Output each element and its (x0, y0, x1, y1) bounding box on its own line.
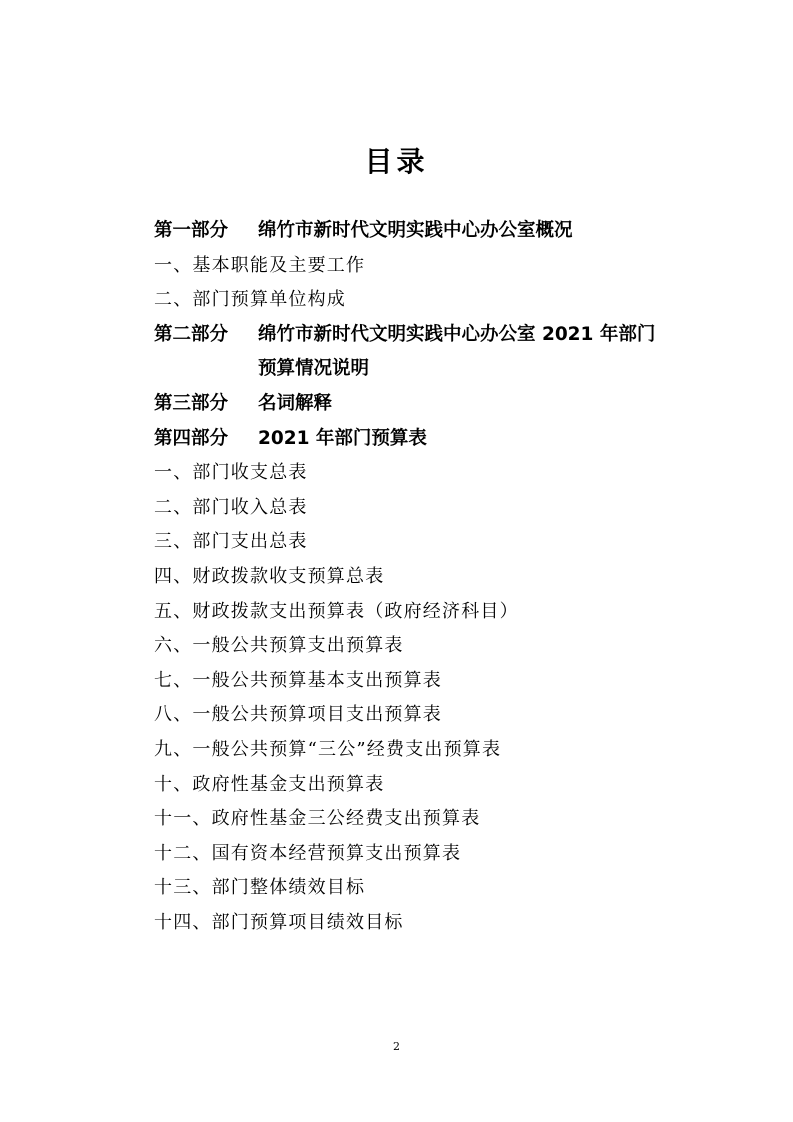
toc-item: 九、一般公共预算“三公”经费支出预算表 (154, 738, 502, 760)
toc-item: 十一、政府性基金三公经费支出预算表 (154, 808, 481, 830)
toc-part-label: 第二部分 (154, 323, 229, 345)
toc-part-4 (154, 422, 734, 457)
table-of-contents (154, 214, 734, 940)
toc-part-2-continuation: 预算情况说明 (258, 358, 370, 380)
page-title: 目录 (364, 145, 429, 178)
page-number: 2 (393, 1040, 400, 1053)
toc-item: 一、基本职能及主要工作 (154, 254, 366, 276)
toc-part-label: 第三部分 (154, 392, 229, 414)
toc-item: 八、一般公共预算项目支出预算表 (154, 704, 442, 726)
toc-item: 五、财政拨款支出预算表（政府经济科目） (154, 600, 519, 622)
toc-part-title: 绵竹市新时代文明实践中心办公室 2021 年部门 (258, 323, 656, 345)
toc-item: 七、一般公共预算基本支出预算表 (154, 669, 442, 691)
toc-item: 十三、部门整体绩效目标 (154, 877, 366, 899)
toc-item: 二、部门收入总表 (154, 496, 308, 518)
toc-item: 六、一般公共预算支出预算表 (154, 635, 404, 657)
toc-part-title: 2021 年部门预算表 (258, 427, 427, 449)
toc-item: 四、财政拨款收支预算总表 (154, 565, 385, 587)
toc-part-3 (154, 387, 734, 422)
toc-part-1 (154, 214, 734, 249)
toc-item: 一、部门收支总表 (154, 462, 308, 484)
toc-part-label: 第四部分 (154, 427, 229, 449)
toc-item: 十四、部门预算项目绩效目标 (154, 911, 404, 933)
toc-item: 二、部门预算单位构成 (154, 289, 346, 311)
toc-part-2 (154, 318, 734, 353)
toc-item: 三、部门支出总表 (154, 531, 308, 553)
toc-part-title: 绵竹市新时代文明实践中心办公室概况 (258, 220, 573, 241)
toc-part-title: 名词解释 (258, 392, 333, 414)
toc-part-label: 第一部分 (154, 220, 229, 241)
toc-item: 十、政府性基金支出预算表 (154, 773, 385, 795)
toc-item: 十二、国有资本经营预算支出预算表 (154, 842, 462, 864)
